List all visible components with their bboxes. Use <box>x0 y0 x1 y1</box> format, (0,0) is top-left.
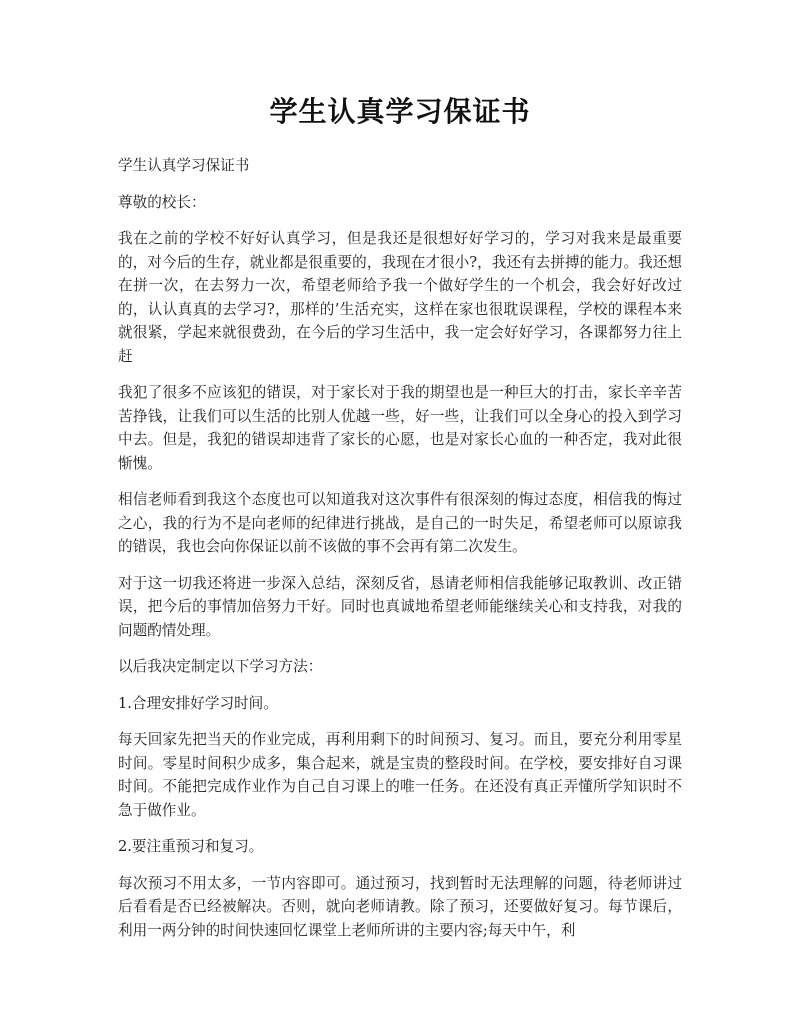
body-paragraph: 我在之前的学校不好好认真学习，但是我还是很想好好学习的，学习对我来是最重要的，对今后的生存，就业都是很重要的，我现在才很小?，我还有去拼搏的能力。我还想在拼一次，在去努力一次，希望老师给予我一个做好学生的一个机会，我会好好改过的，认认真真的去学习?，那样的’生活充实，这样在家也很耽误课程，学校的课程本来就很紧，学起来就很费劲，在今后的学习生活中，我一定会好好学习，各课都努力往上赶 <box>118 230 682 365</box>
body-paragraph: 我犯了很多不应该犯的错误，对于家长对于我的期望也是一种巨大的打击，家长辛辛苦苦挣钱，让我们可以生活的比别人优越一些，好一些，让我们可以全身心的投入到学习中去。但是，我犯的错误却违背了家长的心愿，也是对家长心血的一种否定，我对此很惭愧。 <box>118 384 682 472</box>
salutation: 尊敬的校长： <box>118 193 206 211</box>
body-paragraph: 对于这一切我还将进一步深入总结，深刻反省，恳请老师相信我能够记取教训、改正错误，把今后的事情加倍努力干好。同时也真诚地希望老师能继续关心和支持我，对我的问题酌情处理。 <box>118 574 682 639</box>
method-heading: 1.合理安排好学习时间。 <box>118 694 278 712</box>
body-paragraph: 每次预习不用太多，一节内容即可。通过预习，找到暂时无法理解的问题，待老师讲过后看看是否已经被解决。否则，就向老师请教。除了预习，还要做好复习。每节课后，利用一两分钟的时间快速回忆课堂上老师所讲的主要内容;每天中午，利 <box>118 874 682 939</box>
methods-intro: 以后我决定制定以下学习方法： <box>118 658 323 675</box>
method-heading: 2.要注重预习和复习。 <box>118 838 264 855</box>
document-title: 学生认真学习保证书 <box>269 95 531 128</box>
body-paragraph: 相信老师看到我这个态度也可以知道我对这次事件有很深刻的悔过态度，相信我的悔过之心，我的行为不是向老师的纪律进行挑战，是自己的一时失足，希望老师可以原谅我的错误，我也会向你保证以前不该做的事不会再有第二次发生。 <box>118 491 682 555</box>
subtitle-line: 学生认真学习保证书 <box>118 157 250 174</box>
body-paragraph: 每天回家先把当天的作业完成，再利用剩下的时间预习、复习。而且，要充分利用零星时间。零星时间积少成多，集合起来，就是宝贵的整段时间。在学校，要安排好自习课时间。不能把完成作业作为自己自习课上的唯一任务。在还没有真正弄懂所学知识时不急于做作业。 <box>118 731 682 819</box>
